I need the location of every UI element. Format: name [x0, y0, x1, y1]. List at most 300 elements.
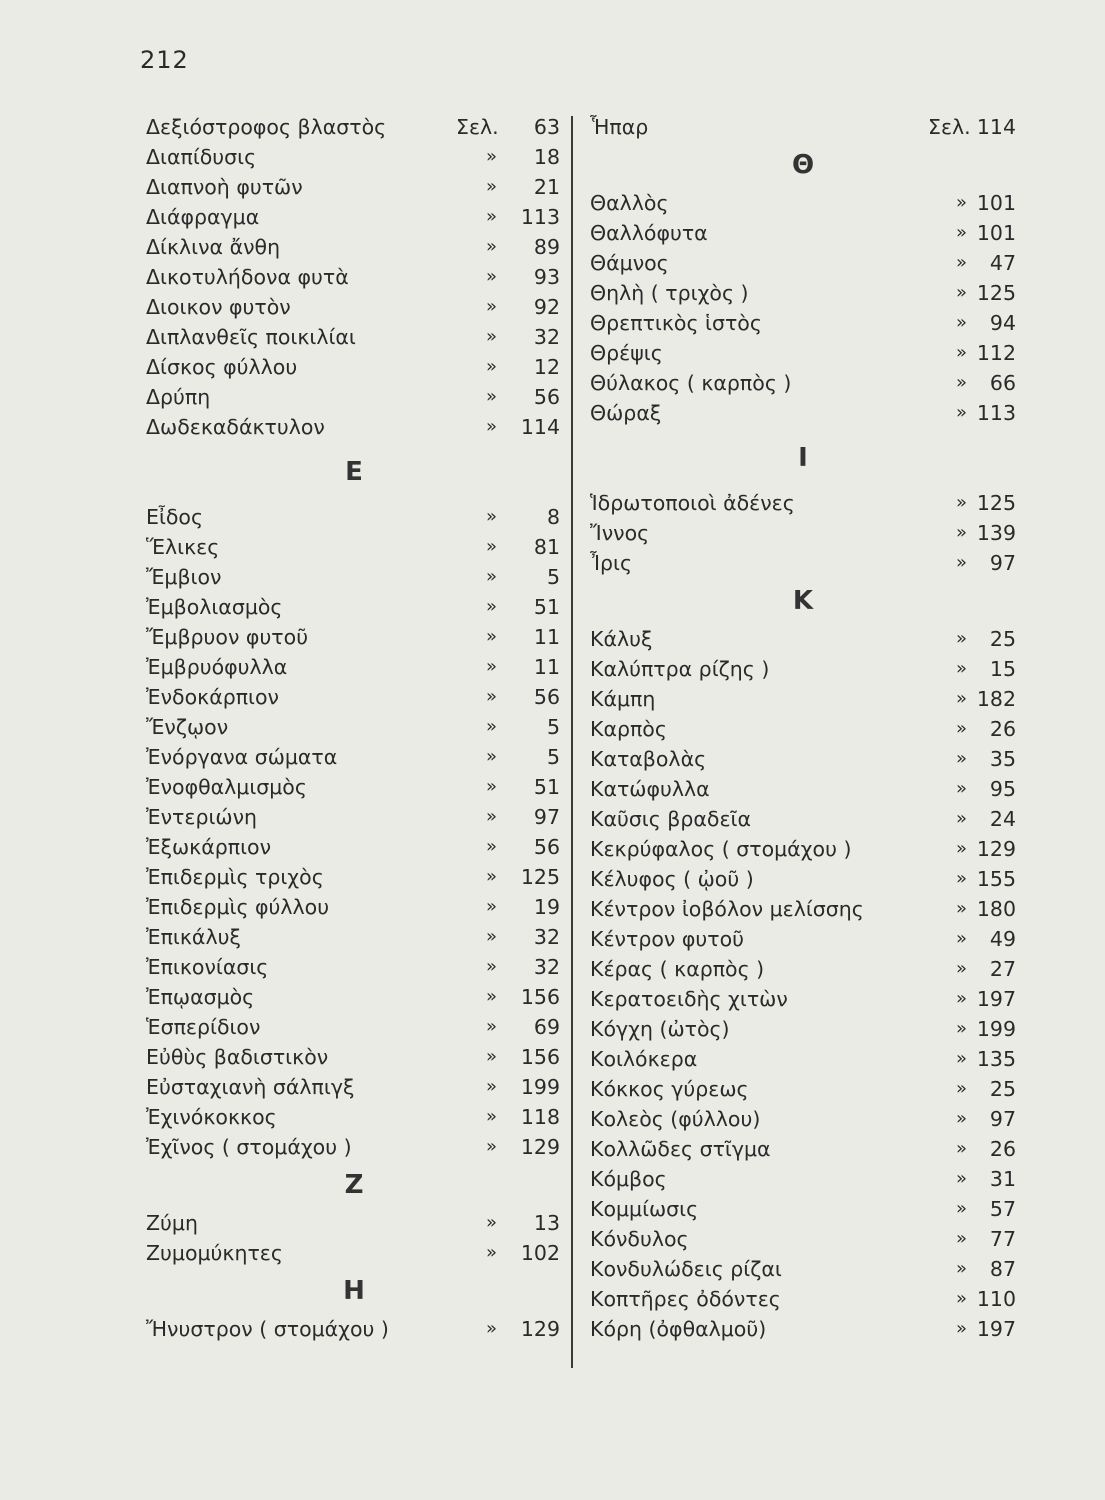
entry-page: 24	[989, 807, 1016, 831]
ditto-mark: »	[956, 1228, 968, 1249]
entry-page: 95	[989, 777, 1016, 801]
ditto-mark: »	[956, 1018, 968, 1039]
index-entry	[146, 832, 562, 862]
index-entry	[146, 502, 562, 532]
index-entry	[146, 592, 562, 622]
entry-page: 63	[533, 115, 560, 139]
ditto-mark: »	[956, 1288, 968, 1309]
index-entry	[590, 714, 1016, 744]
index-entry	[590, 894, 1016, 924]
entry-term: Κονδυλώδεις ρίζαι	[590, 1257, 782, 1281]
ditto-mark: »	[956, 778, 968, 799]
entry-page: 49	[989, 927, 1016, 951]
entry-term: Κόγχη (ὠτὸς)	[590, 1017, 730, 1041]
entry-term: Θρεπτικὸς ἱστὸς	[590, 311, 762, 335]
entry-page: 21	[533, 175, 560, 199]
index-entry	[590, 1224, 1016, 1254]
ditto-mark: »	[486, 1016, 498, 1037]
entry-page: 47	[989, 251, 1016, 275]
entry-term: Διαπνοὴ φυτῶν	[146, 175, 303, 199]
index-entry	[590, 1134, 1016, 1164]
entry-term: Κεκρύφαλος ( στομάχου )	[590, 837, 852, 861]
index-entry	[146, 742, 562, 772]
index-entry	[146, 172, 562, 202]
index-entry	[590, 624, 1016, 654]
entry-term: Εἶδος	[146, 505, 204, 529]
index-entry	[590, 1314, 1016, 1344]
entry-term: Δεξιόστροφος βλαστὸς	[146, 115, 387, 139]
ditto-mark: »	[956, 1108, 968, 1129]
entry-term: Κολεὸς (φύλλου)	[590, 1107, 761, 1131]
entry-term: Ἐνοφθαλμισμὸς	[146, 775, 307, 799]
index-entry	[146, 562, 562, 592]
index-entry	[590, 548, 1016, 578]
entry-term: Ἐμβολιασμὸς	[146, 595, 283, 619]
entry-term: Ἐπῳασμὸς	[146, 985, 255, 1009]
entry-page: 25	[989, 1077, 1016, 1101]
index-entry	[146, 1042, 562, 1072]
ditto-mark: »	[956, 898, 968, 919]
ditto-mark: »	[486, 656, 498, 677]
ditto-mark: »	[956, 988, 968, 1009]
ditto-mark: »	[956, 1048, 968, 1069]
entry-term: Ζυμομύκητες	[146, 1241, 283, 1265]
entry-page: 51	[533, 595, 560, 619]
index-entry	[590, 248, 1016, 278]
entry-term: Ἱδρωτοποιοὶ ἀδένες	[590, 491, 795, 515]
entry-page: 125	[976, 281, 1016, 305]
ditto-mark: »	[486, 1106, 498, 1127]
entry-page: 26	[989, 717, 1016, 741]
entry-term: Ἕλικες	[146, 535, 220, 559]
index-entry	[590, 1044, 1016, 1074]
ditto-mark: »	[486, 1212, 498, 1233]
entry-page: 180	[976, 897, 1016, 921]
entry-term: Ἐπικάλυξ	[146, 925, 241, 949]
entry-page: 15	[989, 657, 1016, 681]
section-letter-theta: Θ	[791, 150, 815, 180]
entry-term: Καῦσις βραδεῖα	[590, 807, 751, 831]
index-entry	[590, 1074, 1016, 1104]
section-letter-h: Η	[343, 1276, 365, 1306]
index-entry	[146, 412, 562, 442]
entry-term: Θαλλόφυτα	[590, 221, 708, 245]
entry-page: 25	[989, 627, 1016, 651]
entry-page: 92	[533, 295, 560, 319]
ditto-mark: »	[486, 206, 498, 227]
ditto-mark: »	[486, 1242, 498, 1263]
ditto-mark: »	[486, 626, 498, 647]
index-entry	[590, 188, 1016, 218]
entry-term: Κέρας ( καρπὸς )	[590, 957, 765, 981]
entry-page: 97	[989, 551, 1016, 575]
index-entry	[146, 682, 562, 712]
entry-term: Καλύπτρα ρίζης )	[590, 657, 770, 681]
index-entry	[590, 984, 1016, 1014]
index-entry	[590, 308, 1016, 338]
index-column-right	[590, 112, 1016, 1344]
ditto-mark: »	[486, 236, 498, 257]
entry-term: Κέντρον ἰοβόλον μελίσσης	[590, 897, 864, 921]
ditto-mark: »	[486, 536, 498, 557]
entry-page: 57	[989, 1197, 1016, 1221]
index-entry	[590, 1014, 1016, 1044]
entry-term: Ἧπαρ	[590, 115, 649, 139]
entry-group-kappa	[590, 624, 1016, 1344]
ditto-mark: »	[486, 416, 498, 437]
entry-term: Ἑσπερίδιον	[146, 1015, 261, 1039]
entry-page: 8	[546, 505, 560, 529]
index-entry	[146, 112, 562, 142]
index-entry	[146, 982, 562, 1012]
entry-term: Ἤνυστρον ( στομάχου )	[146, 1317, 389, 1341]
entry-page: 81	[533, 535, 560, 559]
ditto-mark: »	[486, 1318, 498, 1339]
index-entry	[146, 1208, 562, 1238]
ditto-mark: »	[956, 522, 968, 543]
index-entry	[146, 322, 562, 352]
index-entry	[146, 1072, 562, 1102]
entry-page: 114	[976, 115, 1016, 139]
ditto-mark: »	[486, 266, 498, 287]
entry-term: Ἐμβρυόφυλλα	[146, 655, 288, 679]
index-entry	[590, 518, 1016, 548]
entry-page: 197	[976, 987, 1016, 1011]
ditto-mark: »	[486, 506, 498, 527]
ditto-mark: »	[956, 748, 968, 769]
ditto-mark: »	[486, 386, 498, 407]
entry-page: 35	[989, 747, 1016, 771]
entry-term: Ἔμβρυον φυτοῦ	[146, 625, 309, 649]
entry-term: Κόρη (ὀφθαλμοῦ)	[590, 1317, 767, 1341]
entry-group-epsilon	[146, 502, 562, 1162]
index-entry	[590, 1254, 1016, 1284]
index-entry	[146, 1238, 562, 1268]
entry-term: Ἐπιδερμὶς φύλλου	[146, 895, 330, 919]
entry-term: Κολλῶδες στῖγμα	[590, 1137, 771, 1161]
entry-page: 156	[520, 985, 560, 1009]
entry-page: 118	[520, 1105, 560, 1129]
entry-page: 87	[989, 1257, 1016, 1281]
ditto-mark: »	[486, 986, 498, 1007]
entry-term: Δωδεκαδάκτυλον	[146, 415, 325, 439]
index-entry	[590, 398, 1016, 428]
ditto-mark: »	[486, 1046, 498, 1067]
index-entry	[146, 622, 562, 652]
entry-page: 51	[533, 775, 560, 799]
entry-page: 94	[989, 311, 1016, 335]
ditto-mark: »	[956, 838, 968, 859]
index-entry	[590, 1104, 1016, 1134]
entry-page: 32	[533, 925, 560, 949]
entry-term: Ζύμη	[146, 1211, 198, 1235]
entry-term: Κερατοειδὴς χιτὼν	[590, 987, 788, 1011]
index-entry	[146, 202, 562, 232]
ditto-mark: »	[486, 896, 498, 917]
index-entry	[146, 1314, 562, 1344]
ditto-mark: »	[486, 806, 498, 827]
entry-page: 32	[533, 955, 560, 979]
entry-term: Ἐπιδερμὶς τριχὸς	[146, 865, 324, 889]
ditto-mark: »	[956, 868, 968, 889]
index-entry	[146, 352, 562, 382]
entry-page: 102	[520, 1241, 560, 1265]
entry-term: Θύλακος ( καρπὸς )	[590, 371, 792, 395]
entry-page: 56	[533, 685, 560, 709]
ditto-mark: »	[956, 252, 968, 273]
entry-term: Κάμπη	[590, 687, 656, 711]
entry-term: Κόμβος	[590, 1167, 667, 1191]
index-entry	[146, 892, 562, 922]
ditto-mark: »	[956, 928, 968, 949]
ditto-mark: »	[486, 146, 498, 167]
entry-page: 32	[533, 325, 560, 349]
entry-term: Καρπὸς	[590, 717, 667, 741]
ditto-mark: »	[956, 1078, 968, 1099]
entry-page: 197	[976, 1317, 1016, 1341]
index-entry	[590, 1164, 1016, 1194]
entry-page: 56	[533, 835, 560, 859]
index-entry	[146, 532, 562, 562]
ditto-mark: »	[956, 1258, 968, 1279]
entry-page: 113	[520, 205, 560, 229]
entry-term: Ἐνδοκάρπιον	[146, 685, 279, 709]
entry-page: 66	[989, 371, 1016, 395]
ditto-mark: »	[486, 566, 498, 587]
entry-page: 27	[989, 957, 1016, 981]
ditto-mark: »	[956, 312, 968, 333]
ditto-mark: »	[486, 356, 498, 377]
entry-page: 125	[520, 865, 560, 889]
entry-term: Καταβολὰς	[590, 747, 707, 771]
entry-term: Ἐνόργανα σώματα	[146, 745, 338, 769]
ditto-mark: »	[956, 282, 968, 303]
entry-page: 97	[533, 805, 560, 829]
entry-term: Διπλανθεῖς ποικιλίαι	[146, 325, 356, 349]
entry-term: Κέλυφος ( ᾠοῦ )	[590, 867, 754, 891]
index-entry	[590, 684, 1016, 714]
entry-term: Κάλυξ	[590, 627, 653, 651]
index-column-left	[146, 112, 562, 1344]
entry-page: 113	[976, 401, 1016, 425]
page-abbrev: Σελ.	[928, 115, 971, 139]
entry-group-zeta	[146, 1208, 562, 1268]
ditto-mark: »	[486, 776, 498, 797]
entry-page: 93	[533, 265, 560, 289]
entry-page: 110	[976, 1287, 1016, 1311]
entry-page: 125	[976, 491, 1016, 515]
entry-term: Δίσκος φύλλου	[146, 355, 298, 379]
index-entry	[146, 922, 562, 952]
entry-term: Ἐξωκάρπιον	[146, 835, 272, 859]
index-entry	[590, 338, 1016, 368]
entry-page: 69	[533, 1015, 560, 1039]
ditto-mark: »	[956, 1138, 968, 1159]
entry-page: 5	[546, 565, 560, 589]
index-entry	[146, 772, 562, 802]
index-entry	[590, 278, 1016, 308]
entry-page: 56	[533, 385, 560, 409]
entry-page: 26	[989, 1137, 1016, 1161]
index-entry	[590, 924, 1016, 954]
entry-term: Κέντρον φυτοῦ	[590, 927, 744, 951]
entry-term: Θάμνος	[590, 251, 669, 275]
entry-page: 5	[546, 715, 560, 739]
index-entry	[590, 834, 1016, 864]
entry-page: 19	[533, 895, 560, 919]
page-abbrev: Σελ.	[456, 115, 499, 139]
entry-page: 5	[546, 745, 560, 769]
ditto-mark: »	[486, 956, 498, 977]
index-entry	[146, 802, 562, 832]
index-entry	[590, 744, 1016, 774]
entry-page: 101	[976, 221, 1016, 245]
entry-term: Ἶρις	[590, 551, 633, 575]
entry-page: 114	[520, 415, 560, 439]
index-entry	[146, 1102, 562, 1132]
ditto-mark: »	[956, 1198, 968, 1219]
entry-term: Θρέψις	[590, 341, 663, 365]
ditto-mark: »	[486, 926, 498, 947]
entry-term: Κοιλόκερα	[590, 1047, 698, 1071]
entry-page: 31	[989, 1167, 1016, 1191]
entry-group-delta	[146, 142, 562, 442]
ditto-mark: »	[956, 688, 968, 709]
ditto-mark: »	[956, 958, 968, 979]
entry-term: Ἐντεριώνη	[146, 805, 258, 829]
ditto-mark: »	[956, 342, 968, 363]
ditto-mark: »	[956, 1168, 968, 1189]
ditto-mark: »	[956, 192, 968, 213]
entry-term: Ἔμβιον	[146, 565, 222, 589]
ditto-mark: »	[486, 836, 498, 857]
index-entry	[146, 862, 562, 892]
index-entry	[146, 232, 562, 262]
index-entry	[590, 804, 1016, 834]
ditto-mark: »	[486, 746, 498, 767]
entry-group-eta	[146, 1314, 562, 1344]
entry-page: 112	[976, 341, 1016, 365]
index-entry	[590, 1284, 1016, 1314]
index-entry	[590, 774, 1016, 804]
entry-page: 139	[976, 521, 1016, 545]
entry-term: Διοικον φυτὸν	[146, 295, 291, 319]
page-number: 212	[140, 46, 189, 74]
ditto-mark: »	[956, 628, 968, 649]
index-entry	[590, 112, 1016, 142]
section-letter-e: Ε	[345, 457, 363, 487]
ditto-mark: »	[486, 1136, 498, 1157]
entry-term: Ἔνζῳον	[146, 715, 229, 739]
ditto-mark: »	[486, 1076, 498, 1097]
entry-term: Εὐθὺς βαδιστικὸν	[146, 1045, 329, 1069]
entry-term: Ἴννος	[590, 521, 650, 545]
index-entry	[146, 1012, 562, 1042]
index-entry	[146, 142, 562, 172]
entry-page: 129	[520, 1135, 560, 1159]
entry-term: Κομμίωσις	[590, 1197, 699, 1221]
entry-page: 18	[533, 145, 560, 169]
section-letter-iota: Ι	[798, 443, 808, 473]
index-entry	[146, 712, 562, 742]
entry-page: 12	[533, 355, 560, 379]
ditto-mark: »	[956, 492, 968, 513]
index-entry	[590, 954, 1016, 984]
section-letter-kappa: Κ	[792, 586, 814, 616]
entry-term: Θηλὴ ( τριχὸς )	[590, 281, 749, 305]
index-entry	[590, 368, 1016, 398]
ditto-mark: »	[486, 686, 498, 707]
entry-page: 11	[533, 625, 560, 649]
entry-page: 155	[976, 867, 1016, 891]
ditto-mark: »	[956, 372, 968, 393]
index-entry	[590, 218, 1016, 248]
index-entry	[146, 292, 562, 322]
entry-page: 11	[533, 655, 560, 679]
entry-term: Κόκκος γύρεως	[590, 1077, 749, 1101]
section-letter-z: Ζ	[344, 1170, 364, 1200]
entry-page: 129	[976, 837, 1016, 861]
entry-term: Ἐπικονίασις	[146, 955, 269, 979]
entry-term: Θαλλὸς	[590, 191, 669, 215]
entry-page: 101	[976, 191, 1016, 215]
entry-page: 97	[989, 1107, 1016, 1131]
entry-page: 135	[976, 1047, 1016, 1071]
ditto-mark: »	[956, 222, 968, 243]
ditto-mark: »	[956, 718, 968, 739]
index-entry	[146, 652, 562, 682]
column-divider	[571, 116, 573, 1368]
entry-term: Κοπτῆρες ὀδόντες	[590, 1287, 781, 1311]
ditto-mark: »	[956, 808, 968, 829]
entry-page: 182	[976, 687, 1016, 711]
entry-term: Ἐχινόκοκκος	[146, 1105, 277, 1129]
entry-group-theta	[590, 188, 1016, 428]
ditto-mark: »	[956, 552, 968, 573]
ditto-mark: »	[486, 296, 498, 317]
ditto-mark: »	[486, 866, 498, 887]
index-entry	[590, 864, 1016, 894]
index-entry	[146, 262, 562, 292]
index-entry	[146, 382, 562, 412]
entry-page: 199	[520, 1075, 560, 1099]
ditto-mark: »	[486, 716, 498, 737]
entry-page: 77	[989, 1227, 1016, 1251]
ditto-mark: »	[956, 658, 968, 679]
entry-page: 13	[533, 1211, 560, 1235]
entry-term: Δρύπη	[146, 385, 211, 409]
index-entry	[590, 654, 1016, 684]
ditto-mark: »	[486, 176, 498, 197]
entry-term: Διαπίδυσις	[146, 145, 257, 169]
entry-term: Εὐσταχιανὴ σάλπιγξ	[146, 1075, 355, 1099]
entry-term: Κατώφυλλα	[590, 777, 710, 801]
entry-term: Διάφραγμα	[146, 205, 260, 229]
entry-term: Ἐχῖνος ( στομάχου )	[146, 1135, 352, 1159]
index-entry	[146, 952, 562, 982]
entry-term: Δίκλινα ἄνθη	[146, 235, 281, 259]
entry-term: Θώραξ	[590, 401, 662, 425]
entry-page: 156	[520, 1045, 560, 1069]
ditto-mark: »	[956, 1318, 968, 1339]
index-entry	[146, 1132, 562, 1162]
entry-group-iota	[590, 488, 1016, 578]
entry-term: Κόνδυλος	[590, 1227, 689, 1251]
ditto-mark: »	[956, 402, 968, 423]
index-entry	[590, 488, 1016, 518]
entry-page: 129	[520, 1317, 560, 1341]
index-entry	[590, 1194, 1016, 1224]
